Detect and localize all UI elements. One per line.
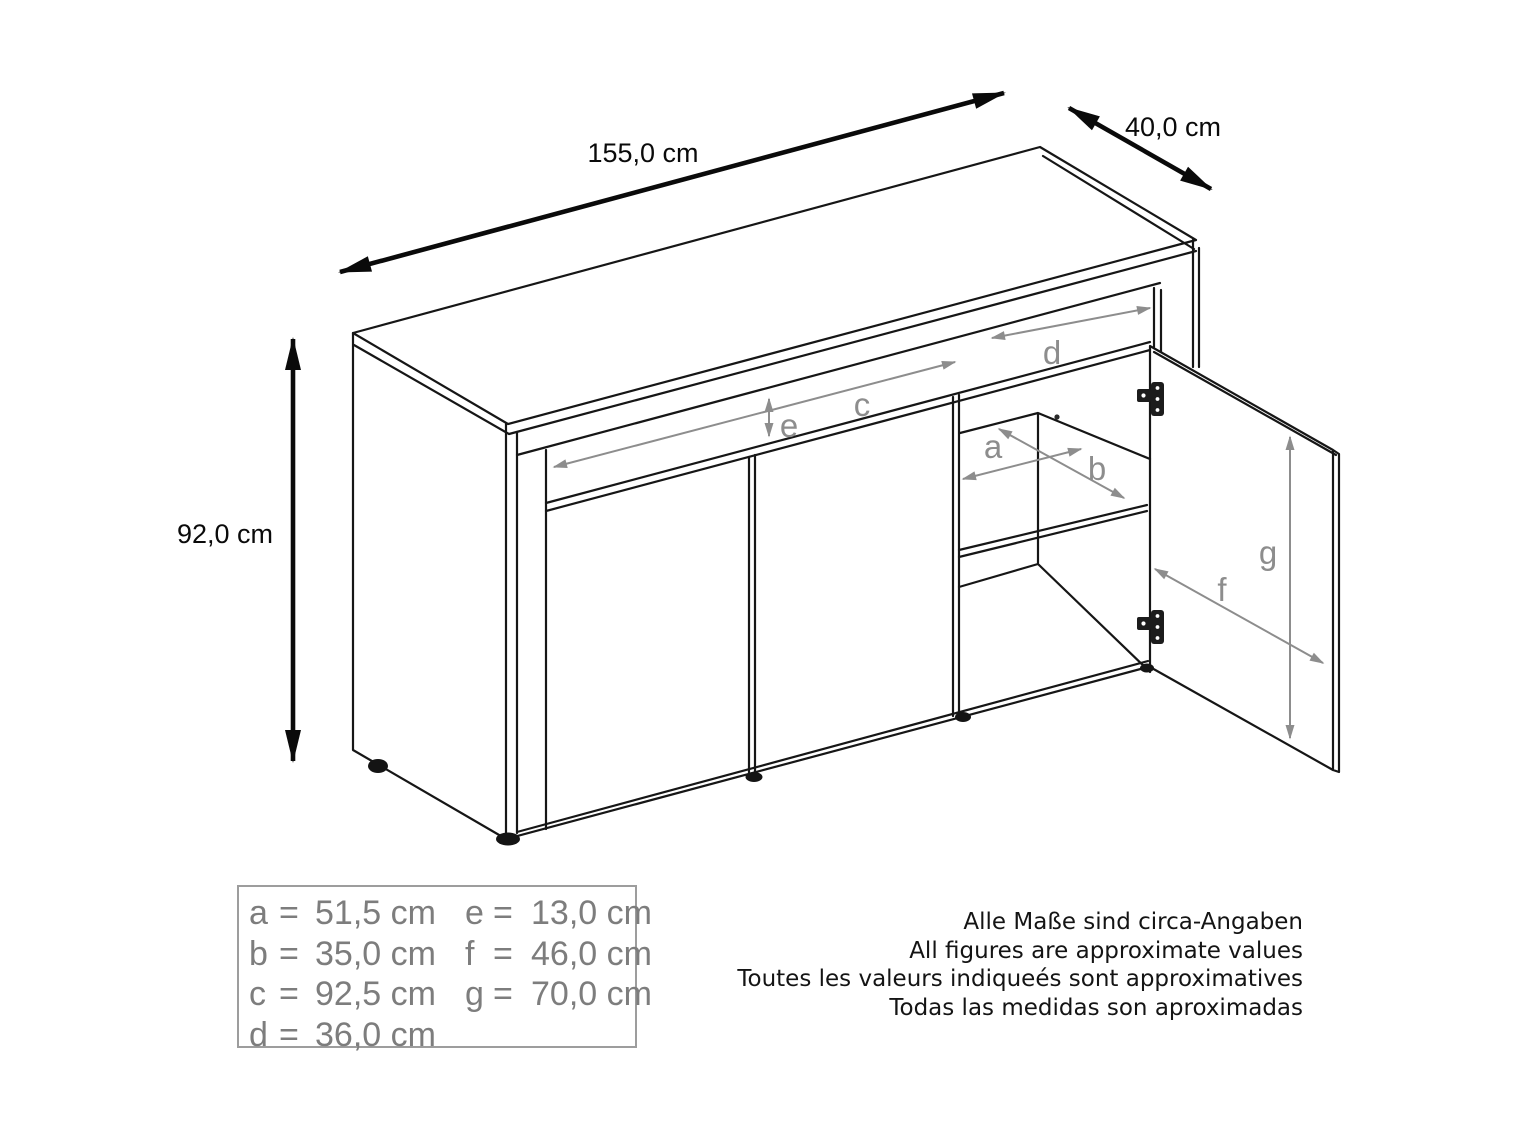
legend-equals: = xyxy=(279,894,299,932)
legend-letter: c xyxy=(249,975,266,1013)
foot-back-left xyxy=(368,759,388,773)
callout-arrow-f xyxy=(1155,569,1323,663)
foot-middle-right xyxy=(955,712,971,722)
legend-letter: b xyxy=(249,934,268,973)
legend-letter: d xyxy=(249,1015,268,1054)
recess-right-wall xyxy=(1154,288,1161,352)
note-fr: Toutes les valeurs indiqueés sont approximatives xyxy=(737,966,1303,993)
note-es: Todas las medidas son aproximadas xyxy=(889,994,1303,1021)
bottom-edge xyxy=(506,661,1148,839)
approximation-notes xyxy=(737,908,1303,1022)
callout-e: e xyxy=(779,407,799,444)
top-bevel xyxy=(354,156,1196,434)
callout-f: f xyxy=(1217,571,1227,608)
callout-c: c xyxy=(853,386,871,423)
legend-equals: = xyxy=(279,934,299,973)
callout-arrow-c xyxy=(554,362,955,467)
cabinet-outline xyxy=(353,147,1339,839)
callout-a: a xyxy=(983,428,1003,465)
width-dimension-label: 155,0 cm xyxy=(587,138,699,168)
legend-equals: = xyxy=(493,934,513,973)
legend-value: 35,0 cm xyxy=(315,934,436,973)
middle-door-edge xyxy=(953,395,959,716)
foot-front-left xyxy=(496,833,520,846)
note-de: Alle Maße sind circa-Angaben xyxy=(963,909,1303,935)
legend-letter: a xyxy=(249,894,268,932)
legend-value: 51,5 cm xyxy=(315,894,436,932)
front-left-post xyxy=(517,432,546,833)
note-en: All figures are approximate values xyxy=(909,937,1303,964)
legend-letter: f xyxy=(465,934,475,973)
legend-value: 92,5 cm xyxy=(315,975,436,1013)
legend-equals: = xyxy=(279,1015,299,1054)
legend-value: 70,0 cm xyxy=(531,975,652,1013)
open-door xyxy=(1150,346,1339,772)
door-divider xyxy=(749,455,755,776)
width-arrow xyxy=(340,93,1004,272)
legend-box xyxy=(237,885,652,1054)
shelf-pin xyxy=(1054,414,1059,419)
callout-d: d xyxy=(1042,334,1062,371)
callout-arrows xyxy=(554,308,1323,738)
legend-letter: g xyxy=(465,975,484,1013)
depth-dimension-label: 40,0 cm xyxy=(1124,112,1222,142)
legend-value: 46,0 cm xyxy=(531,934,652,973)
callout-b: b xyxy=(1087,450,1107,487)
legend-value: 13,0 cm xyxy=(531,894,652,932)
legend-equals: = xyxy=(493,975,513,1013)
recess-top-edge xyxy=(517,283,1160,455)
foot-front-right xyxy=(1140,664,1154,673)
callout-arrow-d xyxy=(992,308,1150,338)
height-dimension-label: 92,0 cm xyxy=(176,519,274,549)
callout-g: g xyxy=(1258,534,1278,571)
legend-value: 36,0 cm xyxy=(315,1015,436,1054)
legend-equals: = xyxy=(493,894,513,932)
legend-letter: e xyxy=(465,894,484,932)
legend-equals: = xyxy=(279,975,299,1013)
front-right-post xyxy=(1193,240,1199,367)
foot-divider xyxy=(746,772,763,782)
